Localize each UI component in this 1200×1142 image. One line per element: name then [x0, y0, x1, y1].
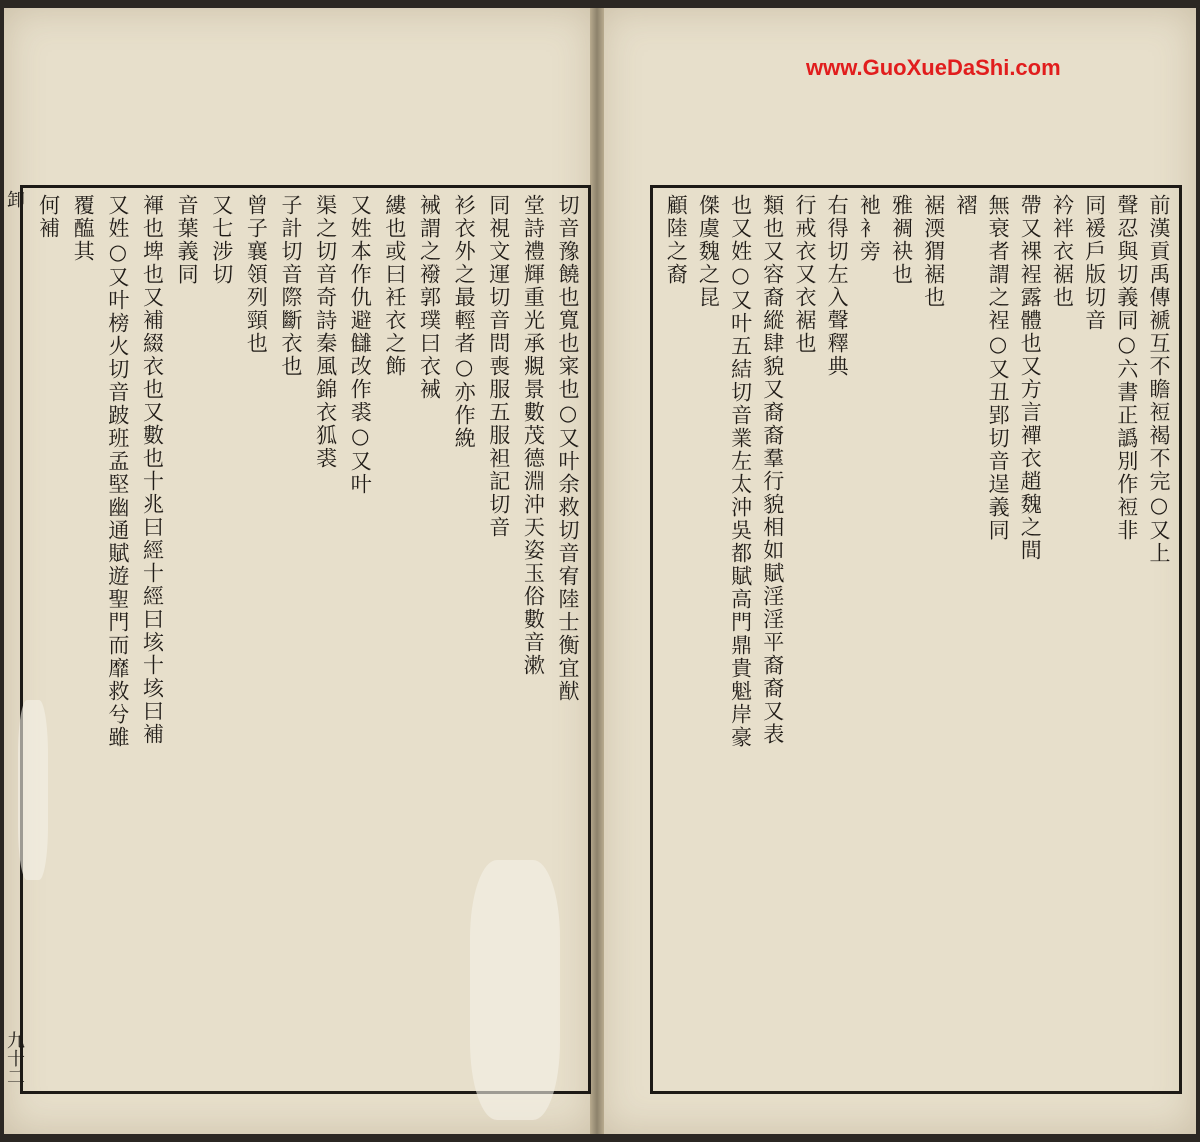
- paper-stain: [470, 860, 560, 1120]
- text-column: 又七涉切: [209, 194, 234, 286]
- margin-label-top: 卸: [4, 190, 25, 208]
- paper-stain: [18, 700, 48, 880]
- text-column: 也又姓○又叶五結切音業左太沖吳都賦高門鼎貴魁岸豪: [728, 194, 753, 749]
- text-column: 顧陸之裔: [664, 194, 689, 286]
- text-column: 渠之切音奇詩秦風錦衣狐裘: [313, 194, 338, 470]
- text-column: 聲忍與切義同○六書正譌別作裋非: [1114, 194, 1139, 542]
- page-number: 九十二: [4, 1031, 25, 1085]
- text-column: 同褑戶版切音: [1082, 194, 1107, 332]
- text-column: 褌也埤也又補綴衣也又數也十兆曰經十經曰垓十垓曰補: [140, 194, 165, 746]
- text-column: 裓謂之襏郭璞曰衣裓: [417, 194, 442, 401]
- text-column: 衿袢衣裾也: [1050, 194, 1075, 309]
- right-columns: [661, 194, 1171, 1085]
- text-column: 前漢貢禹傳褫互不瞻裋褐不完○又上: [1147, 194, 1171, 565]
- text-column: 堂詩禮輝重光承覜景數茂德淵沖天姿玉俗數音漱: [521, 194, 546, 677]
- text-column: 縷也或曰衽衣之飾: [382, 194, 407, 378]
- text-column: 雅裯袂也: [889, 194, 914, 286]
- text-column: 子計切音際斷衣也: [279, 194, 303, 378]
- text-column: 類也又容裔縱肆貌又裔裔羣行貌相如賦淫淫平裔裔又表: [760, 194, 785, 746]
- text-column: 行戒衣又衣裾也: [792, 194, 817, 355]
- text-column: 裾渜猬裾也: [921, 194, 946, 309]
- text-column: 褶: [953, 194, 978, 217]
- text-column: 又姓本作仇避讎改作裘○又叶: [348, 194, 373, 496]
- right-text-frame: [650, 185, 1182, 1094]
- text-column: 曾子襄領列頸也: [244, 194, 269, 355]
- text-column: 又姓○又叶榜火切音跛班孟堅幽通賦遊聖門而靡救兮雖: [105, 194, 130, 749]
- text-column: 音葉義同: [175, 194, 200, 286]
- text-column: 切音豫饒也寬也寀也○又叶余救切音宥陸士衡宜猷: [556, 194, 580, 703]
- text-column: 衫衣外之最輕者○亦作絻: [452, 194, 477, 450]
- text-column: 無衰者謂之裎○又丑郢切音逞義同: [986, 194, 1011, 542]
- text-column: 帶又裸裎露體也又方言襌衣趙魏之間: [1018, 194, 1043, 562]
- text-column: 覆醢其: [71, 194, 96, 263]
- text-column: 同視文運切音問喪服五服袒記切音: [486, 194, 511, 539]
- book-gutter: [590, 8, 604, 1134]
- text-column: 何補: [36, 194, 61, 240]
- text-column: 右得切左入聲釋典: [825, 194, 850, 378]
- text-column: 傑虞魏之昆: [696, 194, 721, 309]
- text-column: 衪衤旁: [857, 194, 882, 263]
- watermark: www.GuoXueDaShi.com: [806, 55, 1061, 80]
